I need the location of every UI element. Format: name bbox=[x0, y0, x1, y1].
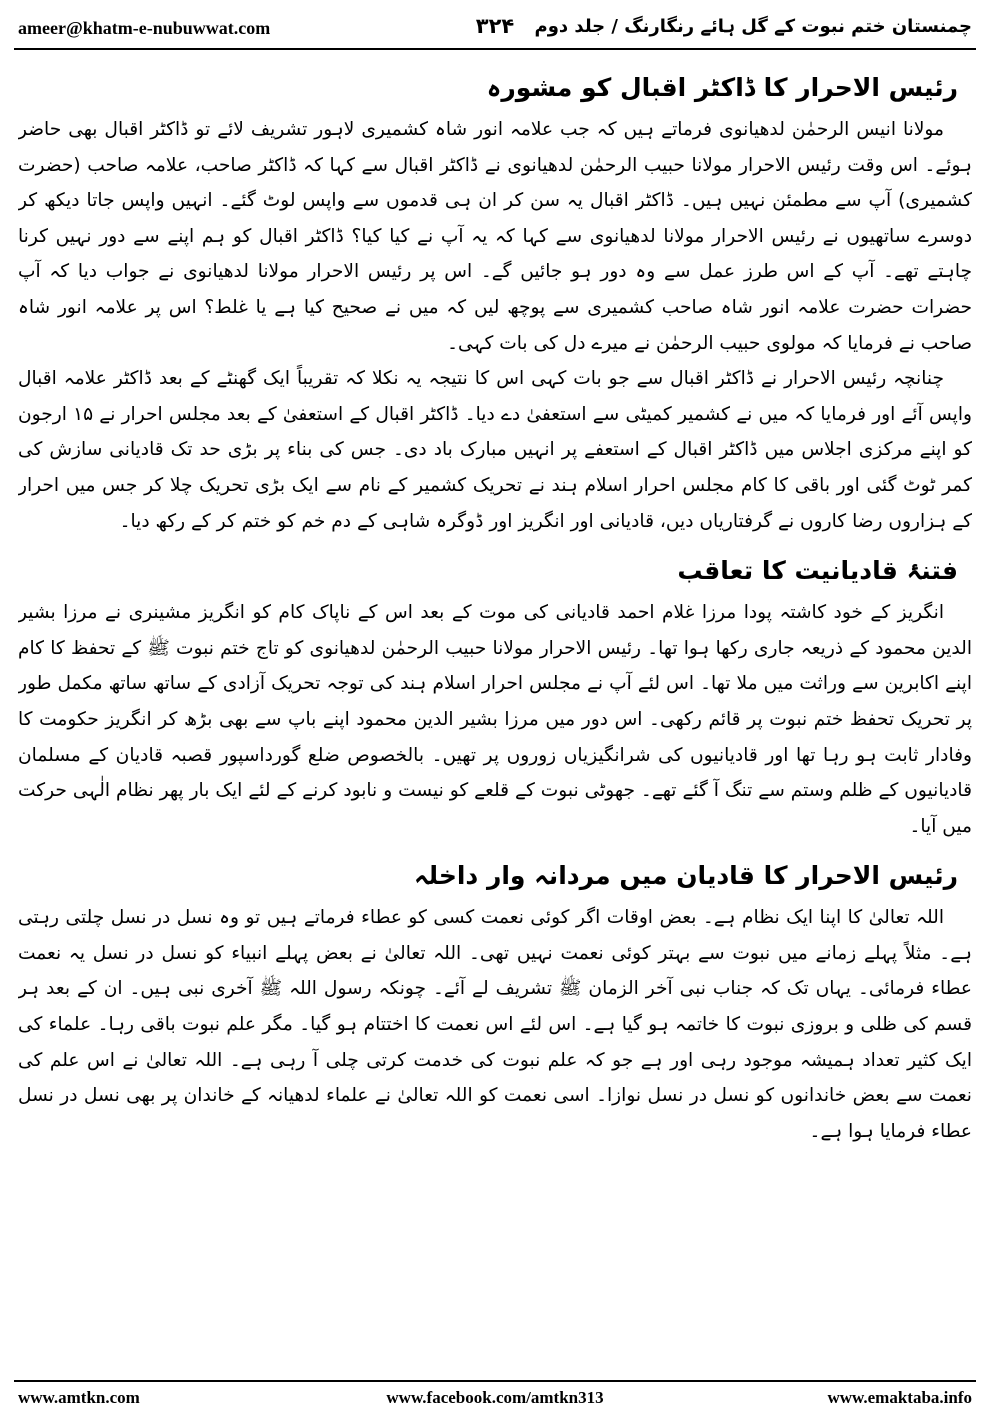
page-content bbox=[18, 56, 972, 1372]
section-heading: رئیس الاحرار کا ڈاکٹر اقبال کو مشورہ bbox=[486, 73, 958, 102]
paragraph: اللہ تعالیٰ کا اپنا ایک نظام ہے۔ بعض اوقات اگر کوئی نعمت کسی کو عطاء فرماتے ہیں تو وہ نسل در نسل چلتی رہتی ہے۔ مثلاً پہلے زمانے میں نبوت سے بہتر کوئی نعمت نہیں تھی۔ اللہ تعالیٰ نے بعض پہلے انبیاء کو نسل در نسل یہ نعمت عطاء فرمائی۔ یہاں تک کہ جناب نبی آخر الزمان ﷺ تشریف لے آئے۔ چونکہ رسول اللہ ﷺ آخری نبی ہیں۔ ان کے بعد ہر قسم کی ظلی و بروزی نبوت کا خاتمہ ہو گیا ہے۔ اس لئے اس نعمت کا اختتام ہو گیا۔ مگر علم نبوت باقی رہا۔ علماء کی ایک کثیر تعداد ہمیشہ موجود رہی اور ہے جو کہ علم نبوت کی خدمت کرتی چلی آ رہی ہے۔ اللہ تعالیٰ نے اس علم کی نعمت سے بعض خاندانوں کو نسل در نسل نوازا۔ اسی نعمت کو اللہ تعالیٰ نے علماء لدھیانہ کے خاندان پر بھی نسل در نسل عطاء فرمایا ہوا ہے۔ bbox=[18, 907, 972, 1142]
section-heading: رئیس الاحرار کا قادیان میں مردانہ وار داخلہ bbox=[413, 861, 958, 891]
footer-link-amtkn[interactable]: www.amtkn.com bbox=[18, 1388, 140, 1407]
page-number: ۳۲۴ bbox=[475, 14, 515, 38]
page-footer bbox=[14, 1386, 976, 1414]
footer-link-facebook[interactable]: www.facebook.com/amtkn313 bbox=[386, 1388, 604, 1407]
paragraph: انگریز کے خود کاشتہ پودا مرزا غلام احمد قادیانی کی موت کے بعد اس کے ناپاک کام کو انگریز مشینری نے مرزا بشیر الدین محمود کے ذریعہ جاری رکھا ہوا تھا۔ رئیس الاحرار مولانا حبیب الرحمٰن لدھیانوی کو تاج ختم نبوت ﷺ کے تحفظ کا کام اپنے اکابرین سے وراثت میں ملا تھا۔ اس لئے آپ نے مجلس احرار اسلام ہند کی توجہ تحریک آزادی کے ساتھ ساتھ مکمل طور پر تحریک تحفظ ختم نبوت پر قائم رکھی۔ اس دور میں مرزا بشیر الدین محمود اپنے باپ سے بھی بڑھ کر انگریز حکومت کا وفادار ثابت ہو رہا تھا اور قادیانیوں کی شرانگیزیاں زوروں پر تھیں۔ بالخصوص ضلع گورداسپور قصبہ قادیان کے مسلمان قادیانیوں کے ظلم وستم سے تنگ آ گئے تھے۔ جھوٹی نبوت کے قلعے کو نیست و نابود کرنے کے لئے ایک بار پھر نظام الٰہی حرکت میں آیا۔ bbox=[18, 602, 972, 837]
book-title: چمنستان ختم نبوت کے گل ہائے رنگارنگ / جلد دوم bbox=[534, 16, 972, 37]
section-qadian-entry bbox=[18, 856, 972, 1149]
footer-rule bbox=[14, 1380, 976, 1382]
paragraph: مولانا انیس الرحمٰن لدھیانوی فرماتے ہیں کہ جب علامہ انور شاہ کشمیری لاہور تشریف لائے تو ڈاکٹر اقبال بھی حاضر ہوئے۔ اس وقت رئیس الاحرار مولانا حبیب الرحمٰن لدھیانوی نے ڈاکٹر اقبال سے کہا کہ ڈاکٹر صاحب، علامہ صاحب (حضرت کشمیری) آپ سے مطمئن نہیں ہیں۔ ڈاکٹر اقبال یہ سن کر ان ہی قدموں سے واپس لوٹ گئے۔ انہیں واپس جاتا دیکھ کر دوسرے ساتھیوں نے رئیس الاحرار مولانا لدھیانوی سے کہا کہ یہ آپ نے کیا کیا؟ ڈاکٹر اقبال کو ہم اپنے سے دور نہیں کرنا چاہتے تھے۔ آپ کے اس طرز عمل سے وہ دور ہو جائیں گے۔ اس پر رئیس الاحرار مولانا لدھیانوی نے جواب دیا کہ آپ حضرات حضرت علامہ انور شاہ صاحب کشمیری سے پوچھ لیں کہ میں نے صحیح کیا ہے یا غلط؟ اس پر علامہ انور شاہ صاحب نے فرمایا کہ مولوی حبیب الرحمٰن نے میرے دل کی بات کہی۔ bbox=[18, 119, 972, 354]
section-qadianiyat-pursuit bbox=[18, 551, 972, 844]
section-iqbal-advice bbox=[18, 68, 972, 539]
section-heading: فتنۂ قادیانیت کا تعاقب bbox=[677, 556, 958, 586]
paragraph: چنانچہ رئیس الاحرار نے ڈاکٹر اقبال سے جو بات کہی اس کا نتیجہ یہ نکلا کہ تقریباً ایک گھنٹے کے بعد ڈاکٹر علامہ اقبال واپس آئے اور فرمایا کہ میں نے کشمیر کمیٹی سے استعفیٰ دے دیا۔ ڈاکٹر اقبال کے استعفیٰ کے بعد مجلس احرار نے ۱۵ ارجون کو اپنے مرکزی اجلاس میں ڈاکٹر اقبال کے استعفے پر انہیں مبارک باد دی۔ جس کی بناء پر بڑی حد تک قادیانی سازش کی کمر ٹوٹ گئی اور باقی کا کام مجلس احرار اسلام ہند نے تحریک کشمیر کے نام سے ایک بڑی تحریک چلا کر جس میں احرار کے ہزاروں رضا کاروں نے گرفتاریاں دیں، قادیانی اور انگریز اور ڈوگرہ شاہی کے دم خم کو ختم کر کے رکھ دیا۔ bbox=[18, 368, 972, 532]
header-rule bbox=[14, 48, 976, 50]
header-email: ameer@khatm-e-nubuwwat.com bbox=[18, 18, 271, 38]
page-header bbox=[14, 10, 976, 46]
footer-link-emaktaba[interactable]: www.emaktaba.info bbox=[827, 1388, 972, 1407]
